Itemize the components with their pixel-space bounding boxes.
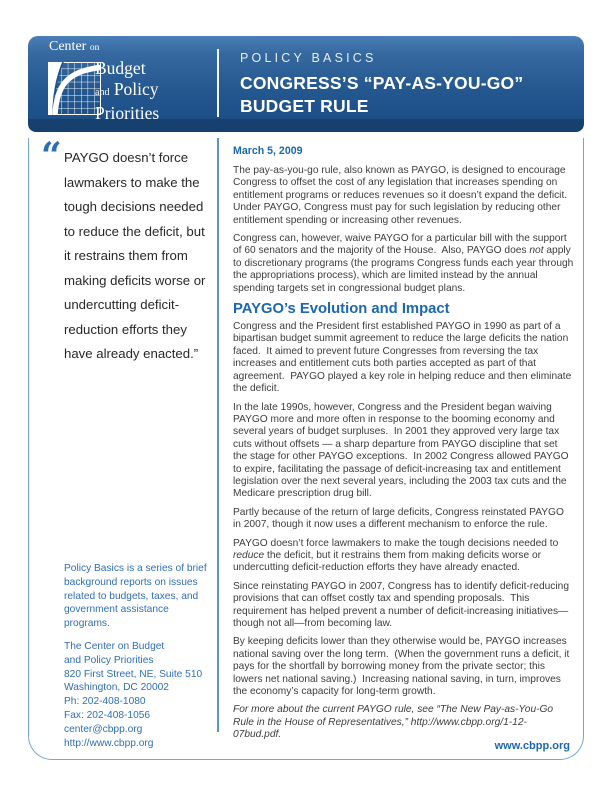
body-paragraphs	[233, 321, 574, 698]
main-article	[233, 145, 577, 748]
paragraph	[233, 538, 574, 575]
logo-word-on: on	[89, 43, 100, 53]
text-run: Since reinstating PAYGO in 2007, Congress has to identify deficit-reducing provisions that can offset costly tax and spending proposals. This requirement has helped prevent a number of deficit-increasing initiatives—though not all—from becoming law.	[233, 580, 572, 629]
pull-quote-text: PAYGO doesn’t force lawmakers to make the tough decisions needed to reduce the deficit, but it restrains them from making deficits worse or undercutting deficit-reduction efforts they have already enacted.”	[64, 150, 206, 361]
text-run: the deficit, but it restrains them from making deficits worse or undercutting deficit-reduction efforts they have already enacted.	[233, 549, 544, 574]
text-run: Congress can, however, waive PAYGO for a particular bill with the support of 60 senators and the majority of the House. Also, PAYGO does	[233, 233, 570, 257]
contact-line: The Center on Budget	[64, 641, 165, 652]
logo-word-center: Center	[49, 39, 87, 54]
cbpp-grid-logo-icon	[48, 62, 101, 115]
text-run: Partly because of the return of large deficits, Congress reinstated PAYGO in 2007, though it now uses a different mechanism to enforce the rule.	[233, 506, 567, 531]
logo-word-priorities: Priorities	[95, 103, 160, 123]
logo-word-budget: Budget	[95, 58, 146, 78]
contact-link[interactable]: center@cbpp.org	[64, 723, 143, 735]
contact-line: 820 First Street, NE, Suite 510	[64, 668, 203, 680]
text-run: not	[529, 245, 544, 257]
series-description: Policy Basics is a series of brief background reports on issues related to budgets, taxes, and government assistance programs.	[64, 563, 207, 630]
contact-line: Fax: 202-408-1056	[64, 709, 151, 721]
header-vertical-divider	[217, 49, 219, 117]
pull-quote	[40, 135, 210, 367]
title-line-2: BUDGET RULE	[240, 96, 369, 116]
text-run: reduce	[233, 549, 265, 561]
content-frame	[28, 135, 584, 760]
paragraph	[233, 233, 577, 295]
text-run: The pay-as-you-go rule, also known as PAYGO, is designed to encourage Congress to offset the cost of any legislation that increases spending on entitlement programs or reduces revenues so it doesn’t expand the deficit. Under PAYGO, Congress must pay for such legislation by reducing other entitlement spending or increasing other revenues.	[233, 165, 573, 226]
logo-word-and-policy: and Policy	[95, 78, 159, 99]
intro-paragraphs	[233, 165, 577, 295]
quote-mark-icon: “	[41, 135, 62, 177]
text-run: For more about the current PAYGO rule, see “The New Pay-as-You-Go Rule in the House of Representatives,” http://www.cbpp.org/1-12-07bud.pdf.	[233, 704, 556, 741]
contact-line: Washington, DC 20002	[64, 682, 169, 694]
header-banner	[28, 36, 584, 132]
header-titles	[240, 51, 523, 118]
publication-date: March 5, 2009	[233, 145, 303, 157]
paragraph	[233, 402, 574, 501]
website-link[interactable]: www.cbpp.org	[494, 740, 570, 752]
paragraph	[233, 581, 574, 631]
paragraph	[233, 507, 574, 532]
series-kicker: POLICY BASICS	[240, 51, 377, 65]
document-title	[240, 72, 523, 118]
text-run: Congress and the President first established PAYGO in 1990 as part of a bipartisan budget summit agreement to reduce the large deficits the nation faced. It aimed to prevent future Congresses from reversing the tax increases and entitlement cuts both parties accepted as part of that agreement. PAYGO played a key role in helping reduce and then eliminate the deficit.	[233, 321, 575, 395]
contact-line: and Policy Priorities	[64, 654, 154, 666]
paragraph	[233, 165, 574, 227]
footnote-reference	[233, 704, 574, 741]
text-run: apply to discretionary programs (the programs Congress funds each year through the appropriations process), which are limited instead by the annual spending targets set in congressional budget plans.	[233, 245, 577, 294]
text-run: By keeping deficits lower than they otherwise would be, PAYGO increases national saving over the long term. (When the government runs a deficit, it pays for the shortfall by borrowing money from the private sector; this lowers net national saving.) Increasing national saving, in turn, improves the economy’s capacity for long-term growth.	[233, 636, 573, 698]
logo-wordmark	[95, 58, 159, 124]
logo-text-center-on	[49, 39, 99, 55]
title-line-1: CONGRESS’S “PAY-AS-YOU-GO”	[240, 73, 524, 93]
text-run: PAYGO doesn’t force lawmakers to make the tough decisions needed to	[233, 537, 562, 549]
paragraph	[233, 321, 574, 395]
text-run: In the late 1990s, however, Congress and the President began waiving PAYGO more and more often in response to the booming economy and several years of budget surpluses. In 2001 they approved very large tax cuts without offsets — a sharp departure from PAYGO discipline that set the stage for other PAYGO exceptions. In 2002 Congress allowed PAYGO to expire, facilitating the passage of deficit-increasing tax and entitlement legislation over the next several years, including the 2003 tax cuts and the Medicare prescription drug bill.	[233, 401, 572, 500]
paragraph	[233, 636, 574, 698]
contact-link[interactable]: http://www.cbpp.org	[64, 737, 154, 749]
section-heading: PAYGO’s Evolution and Impact	[233, 301, 450, 318]
contact-block	[64, 640, 216, 750]
contact-line: Ph: 202-408-1080	[64, 696, 146, 708]
column-divider	[217, 138, 219, 732]
